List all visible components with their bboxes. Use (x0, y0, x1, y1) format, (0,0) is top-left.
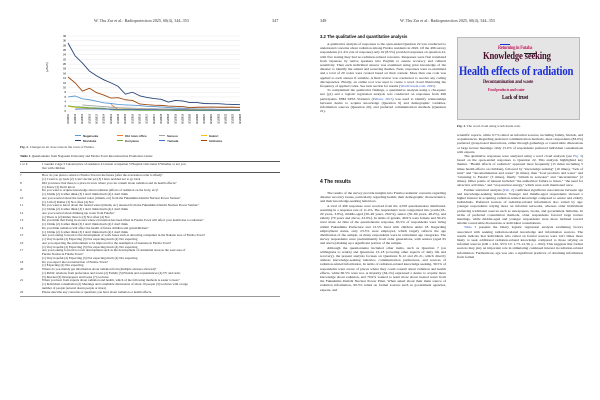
question-text: Did you know that there is a place in town where you can consult about radiation and its health effects? (1) Know (2) Don't know (42, 180, 177, 189)
question-text: Do you want to know about the treated water (tritium, etc) released from the Fukushima Daiichi Nuclear Power Station? (1) I think (2) I rather think (3) I don't think much (4) I don't think (42, 203, 199, 211)
air-dose-line-chart (58, 33, 243, 113)
legend-item (117, 134, 159, 138)
paragraph: Further statistical analysis (Tab. 2) confirmed significant associations between age and knowledge-seeking behavior. Younger and middle-aged respondents showed a higher interest in acquiring radiation-related knowledge compared to senior and elderly individuals. Preferred sources of radiation-related information also varied by age: younger respondents relying more on informal networks, whereas older individuals preferring traditional sources such as newspapers, books, and government bulletins. In terms of preferred consultation methods, older respondents favored large lecture meetings, while middle-aged and younger respondents were more inclined toward smaller round-table discussions or individual consultations. (457, 187, 583, 226)
legend-label: Koriyama (125, 138, 139, 143)
y-tick-label: 18 (63, 67, 66, 71)
table-row (20, 279, 280, 290)
y-tick-label: 30 (63, 39, 66, 43)
page-number: 347 (272, 18, 279, 23)
question-number: 9 (20, 188, 22, 193)
y-tick-label: 12 (63, 81, 66, 85)
y-tick-label: 0 (64, 109, 66, 113)
table-bottom-rule (20, 296, 280, 297)
legend-label: Sansou (167, 133, 178, 138)
legend-swatch (159, 135, 165, 136)
legend-item (117, 139, 159, 143)
question-number: 13 (20, 218, 24, 223)
question-text: Are you expecting the environment to be improved for the resumption of business in Futaba Town? (1) Very hopeful (2) Expecting (3) Not expecting much (4) Not expecting (42, 240, 172, 249)
citation-link[interactable]: Pallant, 2015 (372, 96, 393, 101)
x-tick-label: 3/1/2012 (73, 114, 77, 124)
question-text: Do you think radiation will affect the health of future children and grandchildren? (1) I think (2) I rather think (3) I don't think much (4) I don't think (42, 225, 149, 234)
y-tick-label: 32 (63, 34, 66, 38)
y-tick-label: 28 (63, 44, 66, 48)
x-tick-label: 3/1/2022 (217, 114, 221, 124)
question-number: 11 (20, 203, 24, 208)
section-3-2-title: 3.2 The qualitative and quantitative analysis (320, 34, 408, 39)
y-tick-label: 26 (63, 48, 66, 52)
word-cloud-word: Knowledge seeking (483, 51, 551, 62)
question-number: 10 (20, 195, 24, 200)
paragraph: The results of the survey provide insights into Futaba residents' concerns regarding disaster recovery issues, particularly regarding health, their demographic characteristics, and their knowledge-seeking behaviors. (320, 191, 446, 204)
question-text: Do you want to acquire knowledge about radiation (effects of radiation on the body, etc)? (1) I think (2) I rather think (3) I don't think much (4) I don't think (42, 188, 159, 196)
figure-2-caption: Fig. 2. Changes in air dose rates in the town of Futaba. (20, 145, 95, 149)
legend-swatch (201, 140, 207, 141)
legend-swatch (159, 140, 165, 141)
y-tick-label: 22 (63, 58, 66, 62)
question-number: 20 (20, 267, 24, 271)
legend-swatch (117, 135, 123, 136)
legend-label: Old town office (125, 133, 147, 138)
question-text: How do you plan to return to Futaba Town in the future (after the evacuation order is lifted)? (1) I want to go back (2) I can't decide yet (3) I have decided not to go back (42, 173, 163, 181)
running-head: W. Thu Zar et al.: Radioprotection 2025, 60(4), 344–353 (94, 18, 189, 23)
x-tick-label: 9/1/2016 (138, 114, 142, 124)
y-tick-label: 8 (64, 91, 66, 95)
citation-link[interactable]: WordClouds.com, 2025 (400, 84, 435, 89)
y-tick-label: 4 (64, 100, 66, 104)
section-4-body (320, 191, 446, 292)
y-tick-label: 2 (64, 105, 66, 109)
x-tick-label: 9/1/2011 (66, 114, 70, 124)
word-cloud-word: Decontamination and waste (483, 79, 534, 85)
paragraph: Although the questionnaire included other items, such as Question 7 (on willingness to return) and Questions 13–18 (covering other aspects of daily life and recovery), the present analysis focuses on Questions 8–12 and 20–21, which directly address knowledge-seeking behavior, communication preferences, and sources of radiation-related information. In terms of radiation-related knowledge seeking, 39.5% of respondents were aware of places where they could consult about radiation and health effects, while 60.5% were not. A majority (64.1%) expressed a desire to acquire more knowledge about radiation, and 70.9% wanted to learn more about treated water from the Fukushima Daiichi Nuclear Power Plant. When asked about their main source of radiation information, 90.3% relied on formal sources such as government agencies, experts, and (320, 245, 446, 292)
question-text: Are you worried about drinking tap water from Futaba? (1) There is (2) Rather there is (3) Not often (4) Not (42, 210, 115, 219)
y-tick-label: 16 (63, 72, 66, 76)
legend-label: Nagatsuka (83, 133, 99, 138)
x-tick-label: 9/1/2020 (195, 114, 199, 124)
question-text: Please describe any concerns or questions you have about radiation or health effects. (42, 289, 152, 294)
question-number: 18 (20, 259, 24, 264)
chart-x-axis-labels (58, 113, 243, 131)
series-line-moriduke (68, 43, 240, 105)
legend-item (75, 134, 117, 138)
paragraph: scientific reports, while 9.7% relied on informal sources, including family, friends, and acquaintances. Regarding preferred communication methods, most respondents (83.0%) preferred group-based interactions, either through gatherings or round-table discussions or large lecture meetings. Only 15.0% of respondents preferred individual consultations with experts. (457, 133, 583, 154)
legend-item (201, 134, 243, 138)
question-number: 16 (20, 240, 24, 245)
legend-swatch (75, 140, 81, 141)
y-tick-label: 20 (63, 63, 66, 67)
x-tick-label: 3/1/2017 (145, 114, 149, 124)
legend-swatch (117, 140, 123, 141)
x-tick-label: 9/1/2019 (181, 114, 185, 124)
question-number: 8 (20, 180, 22, 185)
table-1-caption: Table 1. Questionnaire from Nagasaki University and Futaba Town Reconstruction Promotion Center. (20, 154, 153, 158)
figure-link[interactable]: Fig. 3 (573, 154, 582, 159)
legend-swatch (75, 135, 81, 136)
question-number: 15 (20, 233, 24, 238)
word-cloud-word: Returning in Futaba (498, 45, 533, 51)
question-text: Do you expect the reconstruction of Futaba Town? (1) Expecting (2) Not expecting (42, 259, 108, 268)
table-link[interactable]: Table 3 (464, 225, 477, 230)
question-number: 21 (20, 278, 24, 283)
paragraph: A qualitative analysis of responses to the open-ended Question 22 was conducted to understand concerns about radiation among Futaba residents in 2022. Of the 496 survey respondents (11.4% rate of response) only 42 (8.5%) provided responses on question 22, with five stating they had no radiation-related concerns. Responses were first translated from Japanese by native speakers into English to ensure accuracy and cultural sensitivity. Then each individual answer was examined using prior knowledge of the disaster to identify the salient and recurring themes. Next, responses were re-examined and a total of 20 codes were created based on their content. More than one code was applied to each answer if suitable. A final review was conducted to resolve any coding discrepancies. Finally, an online tool was used to create a word cloud illustrating the frequency of applied codes. See next section for results (WordClouds.com, 2025) (320, 42, 446, 89)
running-head: W. Thu Zar et al.: Radioprotection 2025, 60(4), 344–353 (400, 18, 495, 23)
x-tick-label: 9/1/2022 (224, 114, 228, 124)
y-tick-label: 10 (63, 86, 66, 90)
question-text: Are you looking forward to town development such as the development of residential areas in the west area of Futaba Station in Futaba Town? (1) Very hopeful (2) Expecting (3) Not expecting much (4) Not expecting (42, 248, 186, 260)
question-number: 7 (20, 173, 22, 178)
question-text: 1 Gender 2 Age 3 Current place of residence 4 Current occupation 5 Hospital visit status 6 Whether or not you live with children (42, 161, 186, 170)
x-tick-label: 3/1/2020 (188, 114, 192, 124)
word-cloud-word: Lack of trust (502, 94, 529, 101)
legend-item (201, 139, 243, 143)
question-text: Where do you mainly get information about radiation from (multiple answers allowed)? (1) Public relations from prefectures and towns (2) Family (3) Friends and acquaintances (4) TV and radio (5) Internet (6) Newspapers and books (7) Lectures (42, 267, 181, 279)
x-tick-label: 3/1/2016 (131, 114, 135, 124)
table-1 (20, 155, 280, 297)
x-tick-label: 9/1/2013 (95, 114, 99, 124)
x-tick-label: 9/1/2015 (124, 114, 128, 124)
question-number: 1 to 6 (20, 161, 28, 166)
legend-item (159, 134, 201, 138)
question-text: Are you worried about the treated water (tritium, etc) from the Fukushima Daiichi Nuclear Power Station? (1) I am 2) Rather (3) Not often (4) Not (42, 195, 181, 204)
page-number: 348 (320, 18, 327, 23)
y-tick-label: 14 (63, 77, 66, 81)
legend-item (159, 139, 201, 143)
table-1-body (20, 162, 280, 295)
x-tick-label: 9/1/2021 (210, 114, 214, 124)
paragraph: To complement the qualitative findings, a quantitative analysis using a chi-square test (χ2) and a logistic regression analysis was conducted on responses from 496 participants. IBM SPSS Statistics (Pallant, 2015) was used to identify relationships between desire to acquire knowledge (Question 9) and demographic variables, information sources (Question 20), and preferred communication methods (Question 21). (320, 88, 447, 114)
section-4-title: 4 The results (320, 179, 351, 185)
legend-label: Ishikuma (209, 138, 223, 143)
table-row (20, 291, 280, 295)
legend-label: Yamada (167, 138, 179, 143)
word-cloud-word: Health effects of radiation (459, 63, 574, 78)
x-tick-label: 3/1/2013 (88, 114, 92, 124)
word-cloud-figure (457, 37, 580, 120)
legend-label: Moriduke (83, 138, 97, 143)
x-tick-label: 3/1/2014 (102, 114, 106, 124)
x-tick-label: 9/1/2017 (152, 114, 156, 124)
word-cloud-word: Food products and water (488, 87, 525, 92)
table-row (20, 249, 280, 260)
x-tick-label: 9/1/2018 (167, 114, 171, 124)
x-tick-label: 9/1/2012 (81, 114, 85, 124)
legend-swatch (201, 135, 207, 136)
question-number: 22 (20, 289, 24, 294)
legend-row (75, 138, 275, 143)
table-link[interactable]: Tab. 2 (503, 187, 513, 192)
x-tick-label: 3/1/2023 (231, 114, 235, 124)
figure-3-caption: Fig. 3. The word cloud using wordclouds.com. (457, 124, 521, 128)
x-tick-label: 3/1/2021 (202, 114, 206, 124)
x-tick-label: 3/1/2018 (159, 114, 163, 124)
question-number: 17 (20, 248, 24, 253)
chart-y-axis-label: (μSv/h) (45, 62, 49, 72)
x-tick-label: 3/1/2019 (174, 114, 178, 124)
question-number: 14 (20, 225, 24, 230)
right-column-body (457, 133, 583, 259)
paragraph: The qualitative responses were analyzed using a word cloud analysis (see Fig. 3) based on the open-ended responses to Question 22. This analysis highlighted key themes. "Health effects of radiation" appeared most frequently (15 times including 5 times health effects on children), followed by "knowledge seeking" (10 times), "lack of trust" and "decontamination and waste" (6 times), then "food products and water" and "returning to Futaba" (3 times), finally "tritium in seawater" and "uncertainties" (2 times). Other points of interest included "the authorities' failure to listen," "the need for attractive activities," and "stop nuclear energy," which were each mentioned once. (457, 154, 584, 188)
y-tick-label: 6 (64, 95, 66, 99)
y-tick-label: 24 (63, 53, 66, 57)
legend-item (75, 139, 117, 143)
table-row (20, 162, 280, 171)
paragraph: Table 3 presents the binary logistic regression analysis examining factors associated with seeking radiation-related knowledge and information sources. The results indicate that individuals who relied on formal sources were 4.61 times more likely to seek additional radiation-related knowledge compared to those relying on informal sources (OR = 4.61, 95% CI: 1.73–12.30, p = .002). This suggests that formal sources may play an important role in stimulating continued interest in radiation-related information. Furthermore, age was also a significant predictor of obtaining information from formal (457, 225, 583, 259)
x-tick-label: 9/1/2014 (109, 114, 113, 124)
section-3-2-body (320, 42, 446, 113)
x-tick-label: 3/1/2015 (116, 114, 120, 124)
legend-label: Hakori (209, 133, 219, 138)
question-number: 12 (20, 210, 24, 215)
x-tick-label: 9/1/2023 (238, 114, 242, 124)
paragraph: A total of 496 responses were received from the 4,358 questionnaires distributed, resulting in a response rate of 11.4%. The respondents were categorized into youth (18–29 years, 3.8%), middle-aged (30–49 years, 26.0%), senior (50–69 years, 48.2%), and elderly (70 years and above, 22.0%). In terms of gender, 49.6% were female and 50.4% were male. At time of the questionnaire response, 65.5% of respondents were living within Fukushima Prefecture and 13.5% lived with children under 18. Regarding employment status, only 23.3% were employed, which largely reflects the age distribution of the sample, as many respondents were in retirement age categories. The survey respondents were predominantly from older generations, with seniors (aged 65 and above) making up a significant portion of the sample. (320, 203, 446, 246)
question-text: Are you looking forward to the development of work bases such as attracting companies in the Nakano area of Futaba Town? (1) Very hopeful (2) Expecting (3) Not expecting much (4) Not expecting (42, 233, 206, 241)
question-text: When you hear from experts about radiation and health, which of the following methods is easier to hear? (1) Individual consultation (2) Meetings and roundtable discussions of about 10 people (3) Lectures with a large number of people (several dozen people or more) (42, 278, 188, 290)
chart-legend (75, 133, 275, 143)
question-text: Do you think that living in an area where evacuation has been lifted in Futaba Town will affect your health due to radiation? (1) I think (2) I rather think (3) I don't think much (4) I don't think (42, 218, 204, 226)
